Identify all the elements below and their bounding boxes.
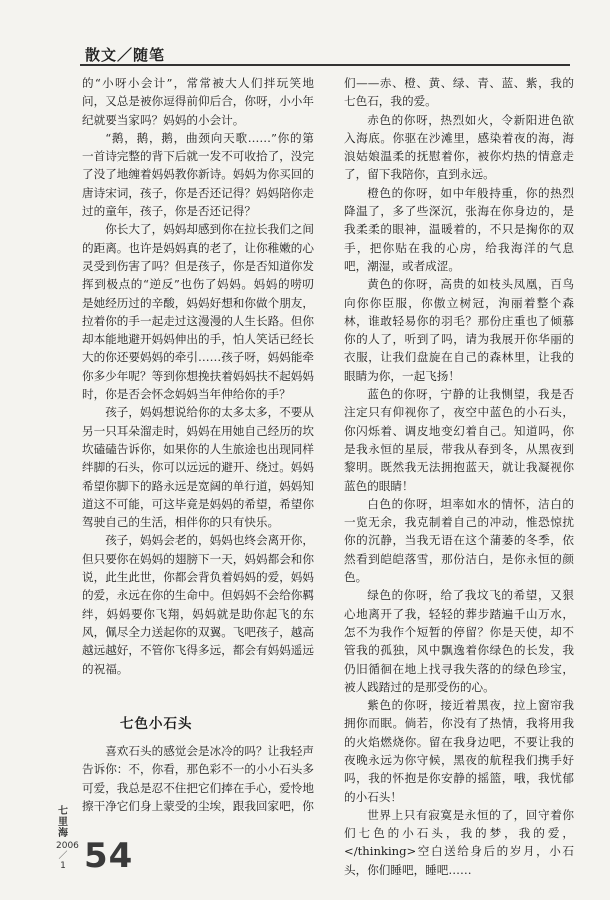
magazine-name: 七里海 [58,806,68,839]
paragraph: 赤色的你呀，热烈如火，令新阳进色欲入海底。你驱在沙滩里，感染着夜的海，海浪姑娘温柔的抚慰着你，被你灼热的情意走了，留下我陪你，直到永远。 [344,112,574,182]
paragraph: 喜欢石头的感觉会是冰冷的吗？让我轻声告诉你：不，你看，那色彩不一的小小石头多可爱，我总是忍不住把它们捧在手心，爱怜地擦干净它们身上蒙受的尘埃，跟我回家吧，你 [82,744,314,813]
paragraph: 紫色的你呀，接近着黑夜，拉上窗帘我拥你而眠。倘若，你没有了热情，我将用我的火焰燃烧你。留在我身边吧，不要让我的夜晚永远为你守候，黑夜的航程我们携手好吗，我的怀抱是你安静的摇篮，哦，我忧郁的小石头！ [344,698,574,804]
section-title: 七色小石头 [120,716,193,732]
issue-label: 2006／1 [56,841,79,871]
paragraph: 绿色的你呀，给了我坟飞的希望，又狠心地离开了我，轻轻的葬步踏遍千山万水，怎不为我作个短暂的停留？你是天使，却不管我的孤独，风中飘逸着你绿色的长发，我仍旧循徊在地上找寻我失落的的绿色珍宝，被人践踏过的是那受伤的心。 [344,588,574,694]
paragraph: 橙色的你呀，如中年般持重，你的热烈降温了，多了些深沉，张海在你身边的，是我柔柔的眼神，温暖着的，不只是掬你的双手，把你贴在我的心房，给我海洋的气息吧，潮湿，或者成涩。 [344,185,574,273]
paragraph: 世界上只有寂寞是永恒的了，回守着你们七色的小石头，我的梦，我的爱，</thinking>空白送给身后的岁月，小石头，你们睡吧，睡吧…… [344,807,574,877]
section-header: 散文／随笔 [85,46,166,64]
right-column [344,74,574,879]
magazine-label [56,806,79,871]
paragraph: 白色的你呀，坦率如水的情怀，洁白的一览无余，我克制着自己的冲动，惟恐惊扰你的沉静，当我无语在这个蒲萎的冬季，依然看到皑皑落雪，那份洁白，是你永恒的颜色。 [344,496,574,585]
paragraph: 的“小呀小会计”，常常被大人们拌玩笑地问，又总是被你逗得前仰后合，你呀，小小年纪就要当家吗？妈妈的小会计。 [82,76,314,127]
page-number: 54 [84,836,134,876]
left-column-bottom [82,742,314,815]
paragraph: 们——赤、橙、黄、绿、青、蓝、紫，我的七色石，我的爱。 [344,76,574,109]
paragraph: 你长大了，妈妈却感到你在拉长我们之间的距离。也许是妈妈真的老了，让你稚嫩的心灵受到伤害了吗？但是孩子，你是否知道你发挥到极点的“逆反”也伤了妈妈。妈妈的唠叨是她经历过的辛酸，妈妈好想和你做个朋友，拉着你的手一起走过这漫漫的人生长路。但你却本能地避开妈妈伸出的手，怕人笑话已经长大的你还要妈妈的牵引……孩子呀，妈妈能牵你多少年呢？等到你想挽扶着妈妈扶不起妈妈时，你是否会怀念妈妈当年伸给你的手？ [82,222,314,402]
paragraph: 蓝色的你呀，宁静的让我恻望，我是否注定只有仰视你了，夜空中蓝色的小石头，你闪烁着、调皮地变幻着自己。知道吗，你是我永恒的星辰，带我从春到冬，从黑夜到黎明。既然我无法拥抱蓝天，就让我凝视你蓝色的眼睛！ [344,387,574,493]
left-column [82,74,314,678]
header-rule [80,64,570,66]
paragraph: “鹅，鹅，鹅，曲颈向天歌……”你的第一首诗完整的背下后就一发不可收拾了，没完了没了地缠着妈妈教你新诗。妈妈为你买回的唐诗宋词，孩子，你是否还记得？妈妈陪你走过的童年，孩子，你是否还记得？ [82,130,314,219]
paragraph: 黄色的你呀，高贵的如枝头凤凰，百鸟向你你臣服，你傲立树冠，洵丽着整个森林，谁敢轻易你的羽毛？那份庄重也了倾慕你的人了，听到了吗，请为我展开你华丽的衣服，让我们盘旋在自己的森林里，让我的眼睛为你，一起飞扬！ [344,277,574,383]
paragraph: 孩子，妈妈想说给你的太多太多，不要从另一只耳朵溜走时，妈妈在用她自己经历的坎坎磕磕告诉你，如果你的人生旅途也出现同样绊脚的石头，你可以远远的避开、绕过。妈妈希望你脚下的路永远是宽阔的单行道，妈妈知道这不可能，可这毕竟是妈妈的希望，希望你驾驶自己的生活，相伴你的只有快乐。 [82,405,314,530]
paragraph: 孩子，妈妈会老的，妈妈也终会离开你，但只要你在妈妈的翅膀下一天，妈妈都会和你说，此生此世，你都会背负着妈妈的爱，妈妈的爱，永远在你的生命中。但妈妈不会给你羁绊，妈妈要你飞翔，妈妈就是助你起飞的东风，佩尽全力送起你的双翼。飞吧孩子，越高越远越好，不管你飞得多远，都会有妈妈遥远的祝福。 [82,533,314,676]
